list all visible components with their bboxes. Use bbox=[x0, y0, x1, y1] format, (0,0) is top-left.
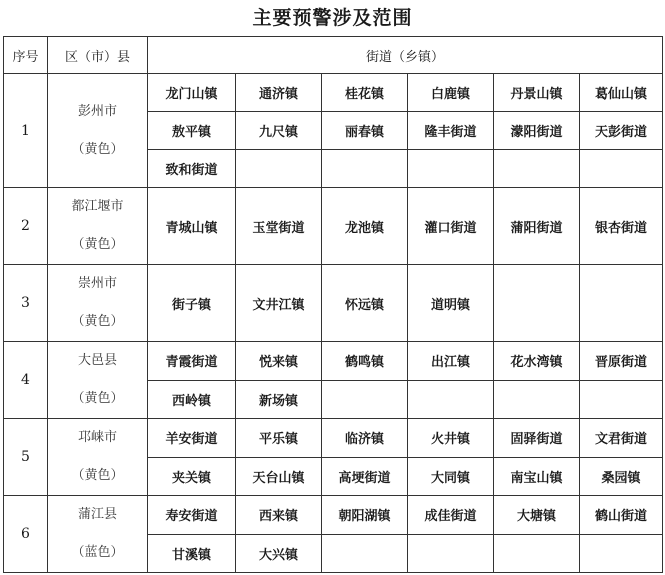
street-cell: 濛阳街道 bbox=[494, 112, 580, 150]
street-cell: 成佳街道 bbox=[408, 496, 494, 535]
district-name: 彭州市 bbox=[77, 103, 117, 119]
street-cell: 怀远镇 bbox=[322, 265, 408, 342]
header-streets: 街道（乡镇） bbox=[148, 37, 663, 74]
street-cell: 西岭镇 bbox=[148, 380, 236, 419]
empty-cell bbox=[494, 380, 580, 419]
street-cell: 悦来镇 bbox=[236, 342, 322, 381]
street-cell: 文井江镇 bbox=[236, 265, 322, 342]
street-cell: 九尺镇 bbox=[236, 112, 322, 150]
empty-cell bbox=[494, 534, 580, 573]
street-cell: 夹关镇 bbox=[148, 457, 236, 496]
street-cell: 大塘镇 bbox=[494, 496, 580, 535]
empty-cell bbox=[322, 150, 408, 188]
street-cell: 银杏街道 bbox=[580, 188, 663, 265]
street-cell: 白鹿镇 bbox=[408, 74, 494, 112]
street-cell: 大兴镇 bbox=[236, 534, 322, 573]
table-row bbox=[4, 188, 663, 265]
district-name: 蒲江县 bbox=[77, 507, 117, 522]
header-row bbox=[4, 37, 663, 74]
empty-cell bbox=[580, 534, 663, 573]
header-index: 序号 bbox=[4, 37, 48, 74]
district-cell bbox=[48, 419, 148, 496]
district-name: 大邑县 bbox=[77, 353, 117, 368]
street-cell: 平乐镇 bbox=[236, 419, 322, 458]
row-index: 1 bbox=[4, 74, 48, 188]
street-cell: 天台山镇 bbox=[236, 457, 322, 496]
street-cell: 朝阳湖镇 bbox=[322, 496, 408, 535]
row-index: 5 bbox=[4, 419, 48, 496]
district-cell bbox=[48, 188, 148, 265]
street-cell: 鹤鸣镇 bbox=[322, 342, 408, 381]
street-cell: 文君街道 bbox=[580, 419, 663, 458]
empty-cell bbox=[236, 150, 322, 188]
street-cell: 西来镇 bbox=[236, 496, 322, 535]
warning-level: （黄色） bbox=[71, 391, 124, 406]
table-row bbox=[4, 265, 663, 342]
street-cell: 高埂街道 bbox=[322, 457, 408, 496]
empty-cell bbox=[408, 150, 494, 188]
district-cell bbox=[48, 265, 148, 342]
street-cell: 大同镇 bbox=[408, 457, 494, 496]
street-cell: 丹景山镇 bbox=[494, 74, 580, 112]
street-cell: 新场镇 bbox=[236, 380, 322, 419]
street-cell: 丽春镇 bbox=[322, 112, 408, 150]
street-cell: 火井镇 bbox=[408, 419, 494, 458]
street-cell: 致和街道 bbox=[148, 150, 236, 188]
street-cell: 龙池镇 bbox=[322, 188, 408, 265]
street-cell: 青霞街道 bbox=[148, 342, 236, 381]
street-cell: 敖平镇 bbox=[148, 112, 236, 150]
street-cell: 蒲阳街道 bbox=[494, 188, 580, 265]
warning-level: （黄色） bbox=[71, 314, 124, 329]
empty-cell bbox=[580, 380, 663, 419]
street-cell: 寿安街道 bbox=[148, 496, 236, 535]
warning-level: （黄色） bbox=[71, 237, 124, 252]
street-cell: 街子镇 bbox=[148, 265, 236, 342]
page-title: 主要预警涉及范围 bbox=[252, 7, 413, 29]
street-cell: 龙门山镇 bbox=[148, 74, 236, 112]
table-body bbox=[4, 74, 663, 573]
street-cell: 道明镇 bbox=[408, 265, 494, 342]
empty-cell bbox=[494, 265, 580, 342]
street-cell: 桑园镇 bbox=[580, 457, 663, 496]
district-name: 崇州市 bbox=[77, 276, 117, 291]
street-cell: 出江镇 bbox=[408, 342, 494, 381]
district-cell bbox=[48, 342, 148, 419]
table-row bbox=[4, 496, 663, 535]
street-cell: 桂花镇 bbox=[322, 74, 408, 112]
warning-level: （黄色） bbox=[71, 468, 124, 483]
row-index: 4 bbox=[4, 342, 48, 419]
table-row bbox=[4, 342, 663, 381]
empty-cell bbox=[322, 380, 408, 419]
street-cell: 天彭街道 bbox=[580, 112, 663, 150]
street-cell: 隆丰街道 bbox=[408, 112, 494, 150]
street-cell: 晋原街道 bbox=[580, 342, 663, 381]
empty-cell bbox=[408, 534, 494, 573]
district-cell bbox=[48, 74, 148, 188]
empty-cell bbox=[322, 534, 408, 573]
warning-level: （黄色） bbox=[71, 141, 124, 157]
table-row bbox=[4, 419, 663, 458]
row-index: 2 bbox=[4, 188, 48, 265]
street-cell: 南宝山镇 bbox=[494, 457, 580, 496]
empty-cell bbox=[408, 380, 494, 419]
street-cell: 花水湾镇 bbox=[494, 342, 580, 381]
street-cell: 青城山镇 bbox=[148, 188, 236, 265]
warning-scope-table bbox=[3, 36, 663, 573]
table-row bbox=[4, 74, 663, 112]
empty-cell bbox=[580, 265, 663, 342]
district-name: 都江堰市 bbox=[71, 199, 124, 214]
header-district: 区（市）县 bbox=[48, 37, 148, 74]
street-cell: 葛仙山镇 bbox=[580, 74, 663, 112]
street-cell: 临济镇 bbox=[322, 419, 408, 458]
street-cell: 固驿街道 bbox=[494, 419, 580, 458]
district-cell bbox=[48, 496, 148, 573]
row-index: 6 bbox=[4, 496, 48, 573]
district-name: 邛崃市 bbox=[77, 430, 117, 445]
street-cell: 通济镇 bbox=[236, 74, 322, 112]
warning-level: （蓝色） bbox=[71, 545, 124, 560]
street-cell: 玉堂街道 bbox=[236, 188, 322, 265]
street-cell: 羊安街道 bbox=[148, 419, 236, 458]
street-cell: 灌口街道 bbox=[408, 188, 494, 265]
street-cell: 甘溪镇 bbox=[148, 534, 236, 573]
street-cell: 鹤山街道 bbox=[580, 496, 663, 535]
row-index: 3 bbox=[4, 265, 48, 342]
empty-cell bbox=[494, 150, 580, 188]
empty-cell bbox=[580, 150, 663, 188]
